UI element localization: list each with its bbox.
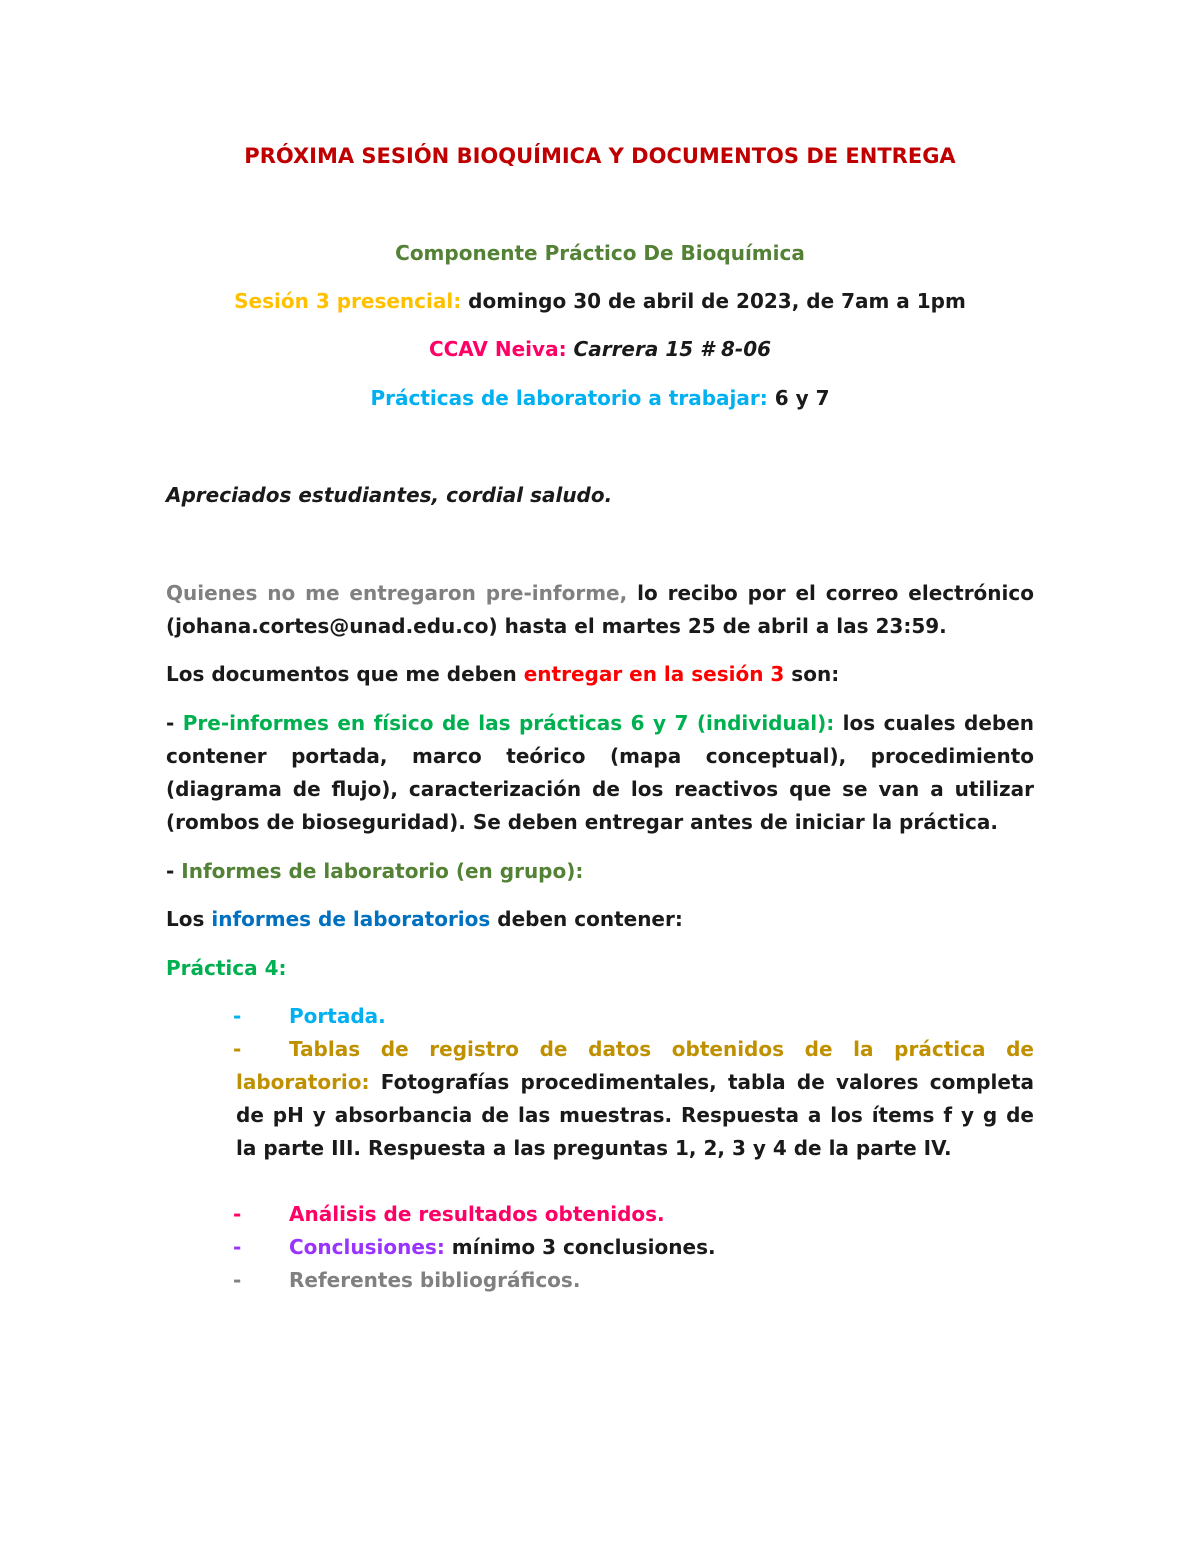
session-label: Sesión 3 presencial: xyxy=(234,289,462,313)
list-item xyxy=(233,1033,1034,1165)
contents-intro-after: deben contener: xyxy=(490,907,683,931)
list-dash: - xyxy=(233,1235,242,1259)
lab-reports-dash: - xyxy=(166,859,182,883)
list-item-text: mínimo 3 conclusiones. xyxy=(444,1235,716,1259)
documents-intro-highlight: entregar en la sesión 3 xyxy=(523,662,785,686)
page-title: PRÓXIMA SESIÓN BIOQUÍMICA Y DOCUMENTOS DE ENTREGA xyxy=(244,144,956,168)
contents-intro xyxy=(166,903,1034,936)
practices-value: 6 y 7 xyxy=(767,386,830,410)
list-dash: - xyxy=(233,1202,242,1226)
list-item-label: Conclusiones: xyxy=(289,1235,445,1259)
list-item-label: Tablas de registro de datos obtenidos de la práctica de laboratorio: xyxy=(236,1037,1034,1094)
location-label: CCAV Neiva: xyxy=(428,337,567,361)
lab-reports-label: Informes de laboratorio (en grupo): xyxy=(181,859,584,883)
lab-reports-line xyxy=(166,855,1034,888)
contents-intro-before: Los xyxy=(166,907,212,931)
session-line xyxy=(166,285,1034,318)
documents-intro xyxy=(166,658,1034,691)
list-dash: - xyxy=(233,1037,242,1061)
list-item-label: Análisis de resultados obtenidos. xyxy=(289,1202,665,1226)
documents-intro-after: son: xyxy=(784,662,840,686)
list-item xyxy=(233,1000,1034,1033)
practices-label: Prácticas de laboratorio a trabajar: xyxy=(370,386,768,410)
pre-reports-dash: - xyxy=(166,711,183,735)
pre-reports-paragraph xyxy=(166,707,1034,839)
list-dash: - xyxy=(233,1004,242,1028)
session-value: domingo 30 de abril de 2023, de 7am a 1pm xyxy=(461,289,966,313)
list-item-label: Portada. xyxy=(289,1004,386,1028)
pre-report-notice xyxy=(166,577,1034,643)
practices-line xyxy=(166,382,1034,415)
list-item xyxy=(233,1231,1034,1264)
pre-report-notice-text: lo recibo por el correo electrónico (johana.cortes@unad.edu.co) hasta el martes 25 de abril a las 23:59. xyxy=(166,581,1034,638)
contents-intro-highlight: informes de laboratorios xyxy=(211,907,491,931)
list-item-label: Referentes bibliográficos. xyxy=(289,1268,581,1292)
practice-heading: Práctica 4: xyxy=(166,956,287,980)
pre-reports-label: Pre-informes en físico de las prácticas 6 y 7 (individual): xyxy=(182,711,835,735)
list-item xyxy=(233,1264,1034,1297)
list-item xyxy=(233,1198,1034,1231)
pre-reports-text: los cuales deben contener portada, marco teórico (mapa conceptual), procedimiento (diagrama de flujo), caracterización de los reactivos que se van a utilizar (rombos de bioseguridad). Se deben entregar antes de iniciar la práctica. xyxy=(166,711,1034,834)
component-heading: Componente Práctico De Bioquímica xyxy=(395,241,805,265)
list-dash: - xyxy=(233,1268,242,1292)
documents-intro-before: Los documentos que me deben xyxy=(166,662,524,686)
list-item-text: Fotografías procedimentales, tabla de valores completa de pH y absorbancia de las muestras. Respuesta a los ítems f y g de la parte III. Respuesta a las preguntas 1, 2, 3 y 4 de la parte IV. xyxy=(236,1070,1034,1160)
pre-report-notice-lead: Quienes no me entregaron pre-informe, xyxy=(166,581,628,605)
location-line xyxy=(166,333,1034,366)
location-value: Carrera 15 # 8-06 xyxy=(566,337,772,361)
greeting: Apreciados estudiantes, cordial saludo. xyxy=(166,483,613,507)
